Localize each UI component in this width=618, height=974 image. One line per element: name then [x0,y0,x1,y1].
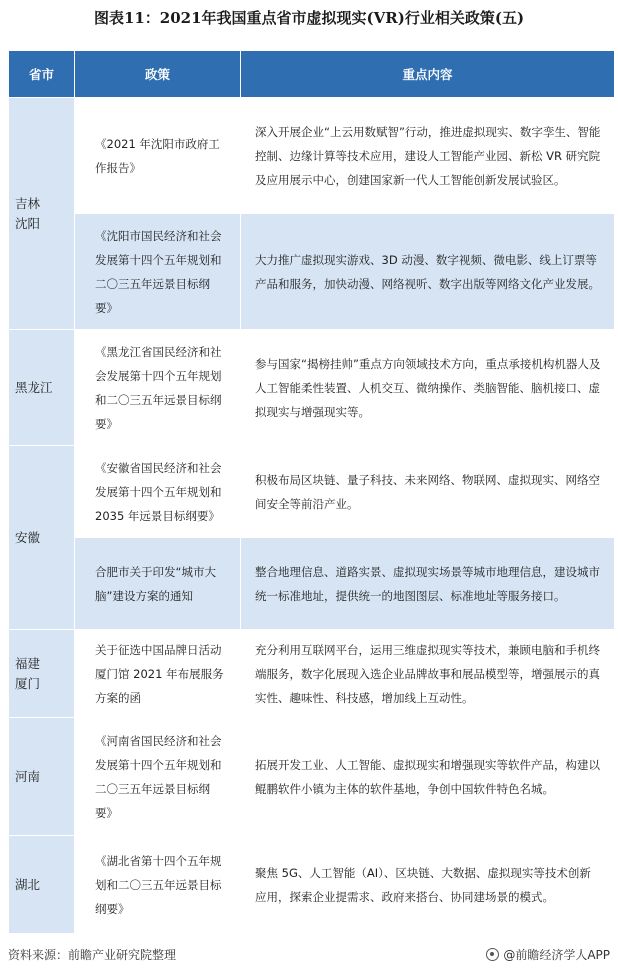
city-cell-xiamen [9,630,75,718]
policy-cell: 《河南省国民经济和社会发展第十四个五年规划和二〇三五年远景目标纲要》 [75,718,241,836]
brand-credit [486,946,610,963]
city-label: 河南 [15,768,41,784]
table-row [9,718,615,836]
source-note: 资料来源：前瞻产业研究院整理 [8,948,177,962]
policy-cell: 关于征选中国品牌日活动厦门馆 2021 年布展服务方案的函 [75,630,241,718]
city-cell-anhui [9,446,75,630]
brand-label: @前瞻经济学人APP [503,948,610,962]
content-cell: 深入开展企业“上云用数赋智”行动，推进虚拟现实、数字孪生、智能控制、边缘计算等技术应用，建设人工智能产业园、新松 VR 研究院及应用展示中心，创建国家新一代人工智能创新发展试验区。 [241,98,615,214]
policy-cell: 《沈阳市国民经济和社会发展第十四个五年规划和二〇三五年远景目标纲要》 [75,214,241,330]
policy-table [8,50,615,934]
brand-logo-icon [486,948,499,961]
policy-cell: 《安徽省国民经济和社会发展第十四个五年规划和2035 年远景目标纲要》 [75,446,241,538]
policy-cell: 《湖北省第十四个五年规划和二〇三五年远景目标纲要》 [75,836,241,934]
content-cell: 整合地理信息、道路实景、虚拟现实场景等城市地理信息，建设城市统一标准地址，提供统一的地图图层、标准地址等服务接口。 [241,538,615,630]
table-row [9,538,615,630]
table-row [9,330,615,446]
table-row [9,836,615,934]
content-cell: 拓展开发工业、人工智能、虚拟现实和增强现实等软件产品，构建以鲲鹏软件小镇为主体的软件基地，争创中国软件特色名城。 [241,718,615,836]
city-cell-hubei [9,836,75,934]
table-row [9,446,615,538]
policy-cell: 合肥市关于印发“城市大脑”建设方案的通知 [75,538,241,630]
table-row [9,630,615,718]
city-cell-shenyang [9,98,75,330]
city-cell-heilongjiang [9,330,75,446]
policy-cell: 《黑龙江省国民经济和社会发展第十四个五年规划和二〇三五年远景目标纲要》 [75,330,241,446]
table-header-row [9,51,615,98]
table-row [9,214,615,330]
city-label: 湖北 [15,876,41,892]
header-city: 省市 [9,51,75,98]
city-label: 福建 厦门 [15,655,41,691]
city-label: 吉林 沈阳 [15,195,41,231]
content-cell: 聚焦 5G、人工智能（AI）、区块链、大数据、虚拟现实等技术创新应用，探索企业提需求、政府来搭台、协同建场景的模式。 [241,836,615,934]
content-cell: 积极布局区块链、量子科技、未来网络、物联网、虚拟现实、网络空间安全等前沿产业。 [241,446,615,538]
content-cell: 参与国家“揭榜挂帅”重点方向领域技术方向，重点承接机构机器人及人工智能柔性装置、人机交互、微纳操作、类脑智能、脑机接口、虚拟现实与增强现实等。 [241,330,615,446]
content-cell: 充分利用互联网平台，运用三维虚拟现实等技术，兼顾电脑和手机终端服务，数字化展现入选企业品牌故事和展品模型等，增强展示的真实性、趣味性、科技感，增加线上互动性。 [241,630,615,718]
page-title: 图表11：2021年我国重点省市虚拟现实(VR)行业相关政策(五) [93,9,525,27]
table-row [9,98,615,214]
content-cell: 大力推广虚拟现实游戏、3D 动漫、数字视频、微电影、线上订票等产品和服务，加快动漫、网络视听、数字出版等网络文化产业发展。 [241,214,615,330]
policy-cell: 《2021 年沈阳市政府工作报告》 [75,98,241,214]
header-content: 重点内容 [241,51,615,98]
header-policy: 政策 [75,51,241,98]
city-label: 黑龙江 [15,379,53,395]
city-label: 安徽 [15,529,41,545]
city-cell-henan [9,718,75,836]
